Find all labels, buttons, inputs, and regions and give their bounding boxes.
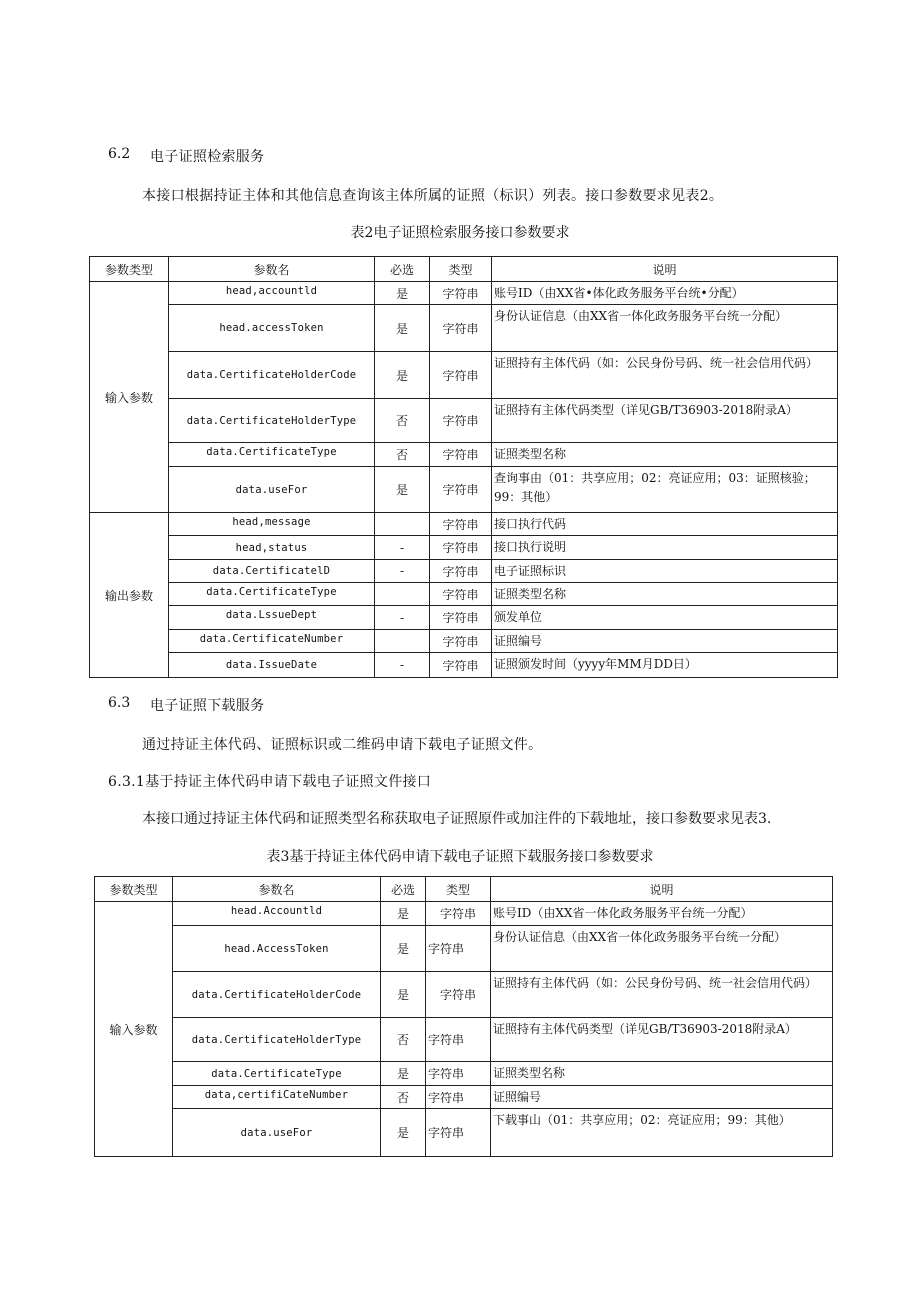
table2-header-datatype: 类型 bbox=[430, 257, 492, 282]
table3-header-row bbox=[95, 877, 833, 902]
param-name: data.CertificateType bbox=[169, 583, 375, 606]
param-desc: 账号ID（由XX省一体化政务服务平台统一分配） bbox=[491, 902, 833, 926]
table-row bbox=[90, 583, 838, 606]
param-type: 字符串 bbox=[430, 513, 492, 536]
table3-header-type: 参数类型 bbox=[95, 877, 173, 902]
table-row bbox=[90, 513, 838, 536]
table3-header-datatype: 类型 bbox=[426, 877, 491, 902]
param-desc: 证照编号 bbox=[492, 630, 838, 653]
table3-group-input: 输入参数 bbox=[95, 902, 173, 1157]
param-name: head,message bbox=[169, 513, 375, 536]
param-name: data.useFor bbox=[173, 1109, 381, 1157]
param-required: 是 bbox=[375, 467, 430, 513]
param-name: head,status bbox=[169, 536, 375, 560]
param-required: 是 bbox=[381, 972, 426, 1018]
param-type: 字符串 bbox=[430, 606, 492, 630]
param-desc: 身份认证信息（由XX省一体化政务服务平台统一分配） bbox=[491, 926, 833, 972]
param-required: 是 bbox=[381, 1109, 426, 1157]
table-row bbox=[95, 972, 833, 1018]
table2-group-output: 输出参数 bbox=[90, 513, 169, 678]
param-name: data.CertificateType bbox=[173, 1062, 381, 1086]
table2-header-required: 必选 bbox=[375, 257, 430, 282]
param-desc: 账号ID（由XX省•体化政务服务平台统•分配） bbox=[492, 282, 838, 305]
table-row bbox=[95, 1109, 833, 1157]
param-type: 字符串 bbox=[430, 282, 492, 305]
section-6-3-1-title: 6.3.1基于持证主体代码申请下载电子证照文件接口 bbox=[108, 774, 432, 790]
param-desc: 证照持有主体代码（如：公民身份号码、统一社会信用代码） bbox=[492, 352, 838, 399]
param-desc: 证照类型名称 bbox=[492, 583, 838, 606]
param-type: 字符串 bbox=[430, 653, 492, 678]
table-row bbox=[90, 606, 838, 630]
param-required bbox=[375, 513, 430, 536]
param-type: 字符串 bbox=[426, 1018, 491, 1062]
param-required: 否 bbox=[375, 443, 430, 467]
param-desc: 证照持有主体代码类型（详见GB/T36903-2018附录A） bbox=[491, 1018, 833, 1062]
param-name: data.CertificateHolderCode bbox=[173, 972, 381, 1018]
param-type: 字符串 bbox=[430, 467, 492, 513]
param-required: - bbox=[375, 560, 430, 583]
table-row bbox=[95, 1086, 833, 1109]
section-6-2-title: 电子证照检索服务 bbox=[150, 149, 265, 165]
param-name: data.IssueDate bbox=[169, 653, 375, 678]
section-6-3-paragraph: 通过持证主体代码、证照标识或二维码申请下载电子证照文件。 bbox=[142, 737, 543, 753]
table2-header-name: 参数名 bbox=[169, 257, 375, 282]
param-required: 否 bbox=[381, 1086, 426, 1109]
table2-caption: 表2电子证照检索服务接口参数要求 bbox=[350, 225, 570, 241]
param-desc: 证照持有主体代码类型（详见GB/T36903-2018附录A） bbox=[492, 399, 838, 443]
param-name: data.CertificateNumber bbox=[169, 630, 375, 653]
table3-header-name: 参数名 bbox=[173, 877, 381, 902]
param-desc: 身份认证信息（由XX省一体化政务服务平台统一分配） bbox=[492, 305, 838, 352]
param-name: head.accessToken bbox=[169, 305, 375, 352]
param-name: head.AccessToken bbox=[173, 926, 381, 972]
param-name: data.CertificateType bbox=[169, 443, 375, 467]
param-name: data.LssueDept bbox=[169, 606, 375, 630]
param-type: 字符串 bbox=[426, 1109, 491, 1157]
table-row bbox=[95, 1062, 833, 1086]
param-required: - bbox=[375, 536, 430, 560]
param-desc: 接口执行代码 bbox=[492, 513, 838, 536]
param-name: head,accountld bbox=[169, 282, 375, 305]
param-type: 字符串 bbox=[426, 926, 491, 972]
param-type: 字符串 bbox=[430, 583, 492, 606]
param-type: 字符串 bbox=[430, 443, 492, 467]
param-type: 字符串 bbox=[430, 399, 492, 443]
param-type: 字符串 bbox=[430, 352, 492, 399]
param-name: data,certifiCateNumber bbox=[173, 1086, 381, 1109]
table-row bbox=[95, 926, 833, 972]
table-row bbox=[90, 630, 838, 653]
section-6-2-paragraph: 本接口根据持证主体和其他信息查询该主体所属的证照（标识）列表。接口参数要求见表2。 bbox=[142, 188, 724, 204]
param-type: 字符串 bbox=[426, 1062, 491, 1086]
param-desc: 证照类型名称 bbox=[491, 1062, 833, 1086]
param-type: 字符串 bbox=[430, 305, 492, 352]
param-required: 是 bbox=[381, 1062, 426, 1086]
param-name: data.CertificatelD bbox=[169, 560, 375, 583]
param-desc: 颁发单位 bbox=[492, 606, 838, 630]
table2 bbox=[89, 256, 838, 678]
table-row bbox=[90, 467, 838, 513]
table3-caption: 表3基于持证主体代码申请下载电子证照下载服务接口参数要求 bbox=[266, 849, 654, 865]
table2-group-input: 输入参数 bbox=[90, 282, 169, 513]
table-row bbox=[95, 1018, 833, 1062]
param-desc: 证照类型名称 bbox=[492, 443, 838, 467]
param-desc: 电子证照标识 bbox=[492, 560, 838, 583]
param-type: 字符串 bbox=[430, 630, 492, 653]
table-row bbox=[90, 560, 838, 583]
param-type: 字符串 bbox=[430, 536, 492, 560]
table-row bbox=[95, 902, 833, 926]
param-required: 是 bbox=[375, 282, 430, 305]
param-type: 字符串 bbox=[430, 560, 492, 583]
table2-header-desc: 说明 bbox=[492, 257, 838, 282]
param-required: 是 bbox=[381, 902, 426, 926]
table-row bbox=[90, 443, 838, 467]
param-desc: 证照编号 bbox=[491, 1086, 833, 1109]
param-desc: 接口执行说明 bbox=[492, 536, 838, 560]
table-row bbox=[90, 352, 838, 399]
param-name: head.Accountld bbox=[173, 902, 381, 926]
section-6-3-number: 6.3 bbox=[108, 695, 131, 711]
param-type: 字符串 bbox=[426, 902, 491, 926]
table-row bbox=[90, 305, 838, 352]
param-required: 是 bbox=[375, 352, 430, 399]
param-required bbox=[375, 583, 430, 606]
param-required: 否 bbox=[381, 1018, 426, 1062]
param-required: 否 bbox=[375, 399, 430, 443]
param-required: - bbox=[375, 606, 430, 630]
param-name: data.useFor bbox=[169, 467, 375, 513]
param-required: 是 bbox=[381, 926, 426, 972]
table-row bbox=[90, 653, 838, 678]
table-row bbox=[90, 399, 838, 443]
table-row bbox=[90, 282, 838, 305]
param-required: - bbox=[375, 653, 430, 678]
param-type: 字符串 bbox=[426, 972, 491, 1018]
section-6-3-title: 电子证照下载服务 bbox=[150, 698, 265, 714]
param-name: data.CertificateHolderType bbox=[173, 1018, 381, 1062]
table3 bbox=[94, 876, 833, 1157]
section-6-2-number: 6.2 bbox=[108, 146, 131, 162]
table3-header-required: 必选 bbox=[381, 877, 426, 902]
param-desc: 证照持有主体代码（如：公民身份号码、统一社会信用代码） bbox=[491, 972, 833, 1018]
section-6-3-1-paragraph: 本接口通过持证主体代码和证照类型名称获取电子证照原件或加注件的下载地址，接口参数要求见表3. bbox=[142, 811, 772, 827]
param-desc: 证照颁发时间（yyyy年MM月DD日） bbox=[492, 653, 838, 678]
table3-header-desc: 说明 bbox=[491, 877, 833, 902]
param-required bbox=[375, 630, 430, 653]
table-row bbox=[90, 536, 838, 560]
param-name: data.CertificateHolderType bbox=[169, 399, 375, 443]
param-desc: 查询事由（01：共享应用；02：亮证应用；03：证照核验；99：其他） bbox=[492, 467, 838, 513]
table2-header-type: 参数类型 bbox=[90, 257, 169, 282]
param-type: 字符串 bbox=[426, 1086, 491, 1109]
param-required: 是 bbox=[375, 305, 430, 352]
table2-header-row bbox=[90, 257, 838, 282]
param-name: data.CertificateHolderCode bbox=[169, 352, 375, 399]
param-desc: 下载事山（01：共享应用；02：亮证应用；99：其他） bbox=[491, 1109, 833, 1157]
